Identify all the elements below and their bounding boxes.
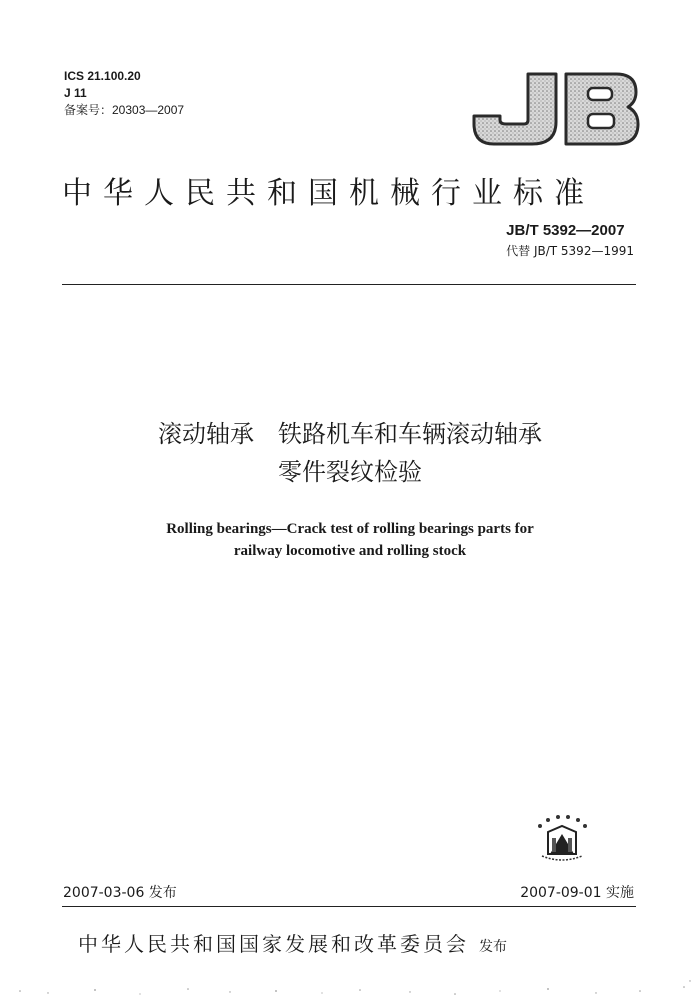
publisher-seal-icon bbox=[532, 812, 592, 864]
chinese-title-line1: 滚动轴承 铁路机车和车辆滚动轴承 bbox=[158, 420, 542, 448]
standard-category-title: 中华人民共和国机械行业标准 bbox=[62, 176, 595, 211]
scan-noise bbox=[0, 975, 700, 997]
standard-number: JB/T 5392—2007 bbox=[506, 222, 625, 239]
english-title-line2: railway locomotive and rolling stock bbox=[233, 543, 467, 559]
standard-code-block bbox=[506, 222, 634, 259]
chinese-title bbox=[0, 415, 700, 491]
implementation-date: 2007-09-01 实施 bbox=[520, 885, 634, 901]
record-number: 备案号：20303—2007 bbox=[64, 103, 185, 117]
english-title-line1: Rolling bearings—Crack test of rolling bearings parts for bbox=[166, 521, 534, 537]
class-code: J 11 bbox=[64, 86, 87, 100]
publisher-name: 中华人民共和国国家发展和改革委员会 bbox=[78, 932, 469, 956]
metadata-block bbox=[64, 68, 184, 119]
jb-logo-icon bbox=[470, 70, 640, 146]
top-divider bbox=[62, 284, 636, 285]
publisher-line bbox=[78, 928, 507, 957]
ics-code: ICS 21.100.20 bbox=[64, 69, 141, 83]
english-title bbox=[0, 518, 700, 562]
chinese-title-line2: 零件裂纹检验 bbox=[278, 458, 422, 486]
publish-action: 发布 bbox=[479, 939, 507, 955]
replaces-standard: 代替 JB/T 5392—1991 bbox=[506, 244, 634, 258]
issue-date: 2007-03-06 发布 bbox=[63, 885, 177, 901]
bottom-divider bbox=[62, 906, 636, 907]
